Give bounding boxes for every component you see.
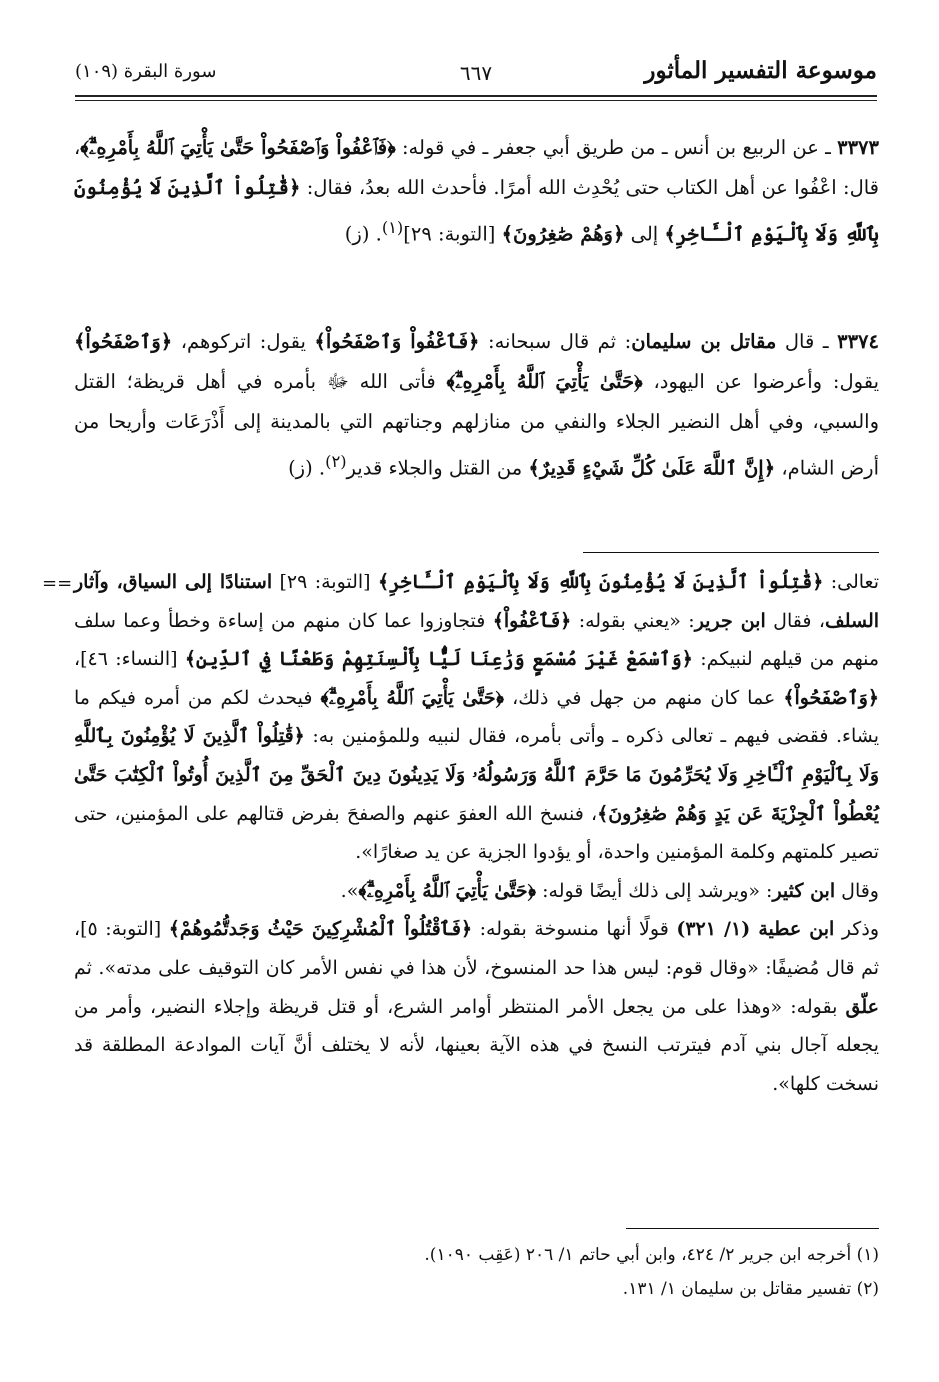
entry-text: ، قال: اعْفُوا عن أهل الكتاب حتى يُحْدِث الله أمرًا. فأحدث الله بعدُ، فقال: (74, 136, 879, 199)
commentary-block (74, 563, 879, 1103)
quran-quote: ﴿قَٰتِلُواْ ٱلَّذِينَ لَا يُؤْمِنُونَ بِٱللَّهِ وَلَا بِٱلْيَوْمِ ٱلْـَٔاخِرِ﴾ (377, 571, 824, 593)
footnote-ref: (١) (381, 218, 404, 237)
commentary-paragraph (74, 910, 879, 1103)
entry-text: ـ عن الربيع بن أنس ـ من طريق أبي جعفر ـ في قوله: (395, 136, 838, 159)
entry-text: إلى (624, 222, 665, 246)
quran-quote: ﴿قَٰتِلُواْ ٱلَّذِينَ لَا يُؤْمِنُونَ بِٱللَّهِ وَلَا بِٱلْيَوْمِ ٱلْـَٔاخِرِ وَلَا يُحَرِّمُونَ مَا حَرَّمَ ٱللَّهُ وَرَسُولُهُۥ وَلَا يَدِينُونَ دِينَ ٱلْحَقِّ مِنَ ٱلَّذِينَ أُوتُواْ ٱلْكِتَٰبَ حَتَّىٰ يُعْطُواْ ٱلْجِزْيَةَ عَن يَدٍ وَهُمْ صَٰغِرُونَ﴾ (74, 725, 879, 825)
section-separator (583, 552, 879, 553)
quran-quote: ﴿فَٱعْفُواْ وَٱصْفَحُواْ حَتَّىٰ يَأْتِيَ ٱللَّهُ بِأَمْرِهِۦٓۗ﴾ (80, 136, 396, 159)
quran-quote: ﴿وَٱصْفَحُواْ﴾ (783, 686, 880, 709)
commentary-bold: علّق (845, 995, 879, 1018)
surah-reference: [النساء: ٤٦]، (74, 648, 185, 671)
quran-quote: ﴿وَهُمْ صَٰغِرُونَ﴾ (501, 222, 625, 246)
entry-text: . (ز) (344, 222, 382, 246)
entry-3373 (74, 128, 879, 255)
commentary-text: فيحدث لكم من أمره فيكم ما يشاء. فقضى فيهم ـ تعالى ذكره ـ وأتى بأمره، فقال لنبيه وللمؤمنين به: (74, 686, 879, 748)
quran-quote: ﴿وَٱسْمَعْ غَيْرَ مُسْمَعٍ وَرَٰعِنَا لَيًّۢا بِأَلْسِنَتِهِمْ وَطَعْنًا فِي ٱلدِّينِ﴾ (184, 648, 693, 671)
quran-quote: ﴿حَتَّىٰ يَأْتِيَ ٱللَّهُ بِأَمْرِهِۦٓۗ﴾ (446, 370, 643, 393)
footnote-separator (626, 1228, 879, 1229)
commentary-text: ، فقال (765, 609, 826, 632)
commentary-text: قولًا أنها منسوخة بقوله: (472, 918, 677, 941)
page-header (75, 55, 877, 97)
quran-quote: ﴿قَٰتِلُواْ ٱلَّذِينَ لَا يُؤْمِنُونَ بِٱللَّهِ وَلَا بِٱلْيَوْمِ ٱلْـَٔاخِرِ﴾ (74, 176, 879, 246)
quran-quote: ﴿حَتَّىٰ يَأْتِيَ ٱللَّهُ بِأَمْرِهِۦٓۗ﴾ (358, 879, 537, 902)
entry-text: ـ قال (776, 330, 838, 353)
page-number: ٦٦٧ (459, 61, 493, 85)
commentary-text: [التوبة: ٥]، ثم قال مُضيفًا: «وقال قوم: ليس هذا حد المنسوخ، لأن هذا في نفس الأمر كان التوقيف على مدته». ثم (74, 918, 879, 979)
footnote-2: (٢) تفسير مقاتل بن سليمان ١/ ١٣١. (622, 1279, 879, 1299)
header-rule (75, 95, 877, 97)
commentary-text: تعالى: (823, 571, 879, 593)
surah-label: سورة البقرة (١٠٩) (75, 61, 217, 82)
surah-reference: [التوبة: ٢٩] (272, 571, 378, 593)
entry-number: ٣٣٧٣ (837, 136, 880, 159)
commentary-text: فتجاوزوا عما كان منهم من إساءة وخطأ وعما سلف منهم من قيلهم لنبيكم: (74, 609, 880, 671)
entry-number: ٣٣٧٤ (837, 330, 879, 353)
commentary-bold: استنادًا إلى السياق، وآثار السلف (74, 571, 880, 632)
entry-text: : ثم قال سبحانه: (479, 330, 632, 353)
commentary-text: ، فنسخ الله العفوَ عنهم والصفحَ بفرض قتالهم على المؤمنين، حتى تصير كلمتهم وكلمة المؤمنين واحدة، أو يؤدوا الجزية عن يد صغارًا». (74, 802, 879, 864)
quran-quote: ﴿فَٱعْفُواْ﴾ (492, 609, 572, 632)
commentary-text: عما كان منهم من جهل في ذلك، (504, 686, 784, 709)
scholar-name: ابن كثير (772, 879, 836, 902)
scholar-name: ابن جرير (694, 609, 766, 632)
header-rule-thin (75, 100, 877, 101)
commentary-text: بقوله: «وهذا على من يجعل الأمر المنتظر أوامر الشرع، أو قتل قريظة وإجلاء النضير، وأمر من يجعله آجال بني آدم فيترتب النسخ في هذه الآية بعينها، لأنه لا يختلف أنَّ آيات الموادعة المطلقة قد نسخت كلها». (74, 995, 879, 1095)
commentary-text: : «ويرشد إلى ذلك أيضًا قوله: (536, 879, 773, 902)
quran-quote: ﴿حَتَّىٰ يَأْتِيَ ٱللَّهُ بِأَمْرِهِۦٓۗ﴾ (320, 686, 505, 709)
scholar-name: ابن عطية (758, 918, 835, 941)
quran-quote: ﴿فَٱعْفُواْ وَٱصْفَحُواْ﴾ (314, 330, 480, 353)
footnote-1: (١) أخرجه ابن جرير ٢/ ٤٢٤، وابن أبي حاتم ١/ ٢٠٦ (عَقِب ١٠٩٠). (424, 1245, 879, 1265)
entry-3374 (74, 322, 879, 489)
entry-paragraph (74, 322, 879, 489)
commentary-text: وذكر (834, 918, 879, 941)
entry-text: . (ز) (288, 456, 326, 480)
footnote-ref: (٢) (325, 452, 347, 471)
source-reference: (١/ ٣٢١) (676, 918, 759, 941)
commentary-paragraph (74, 872, 879, 911)
quran-quote: ﴿وَٱصْفَحُواْ﴾ (74, 330, 173, 353)
entry-text: فأتى الله ﷻ بأمره في أهل قريظة؛ القتل والسبي، وفي أهل النضير الجلاء والنفي من منازلهم وجناتهم التي بالمدينة إلى أَذْرَعَات وأريحا من أرض الشام، (74, 370, 879, 480)
entry-text: يقول: اتركوهم، (172, 330, 315, 353)
quran-quote: ﴿فَٱقْتُلُواْ ٱلْمُشْرِكِينَ حَيْثُ وَجَدتُّمُوهُمْ﴾ (168, 918, 473, 941)
footnotes (74, 1238, 879, 1306)
commentary-text: ». (340, 879, 359, 902)
commentary-paragraph (74, 563, 879, 872)
quran-quote: ﴿إِنَّ ٱللَّهَ عَلَىٰ كُلِّ شَيْءٍ قَدِيرٌ﴾ (528, 456, 776, 480)
commentary-text: : «يعني بقوله: (571, 609, 695, 632)
entry-paragraph (74, 128, 879, 255)
commentary-text: وقال (835, 879, 879, 902)
entry-text: يقول: وأعرضوا عن اليهود، (642, 370, 880, 393)
continuation-marker: == (42, 573, 73, 594)
entry-text: من القتل والجلاء قدير (346, 456, 529, 480)
narrator-name: مقاتل بن سليمان (631, 330, 777, 353)
surah-reference: [التوبة: ٢٩] (403, 222, 502, 246)
book-title: موسوعة التفسير المأثور (644, 57, 877, 84)
